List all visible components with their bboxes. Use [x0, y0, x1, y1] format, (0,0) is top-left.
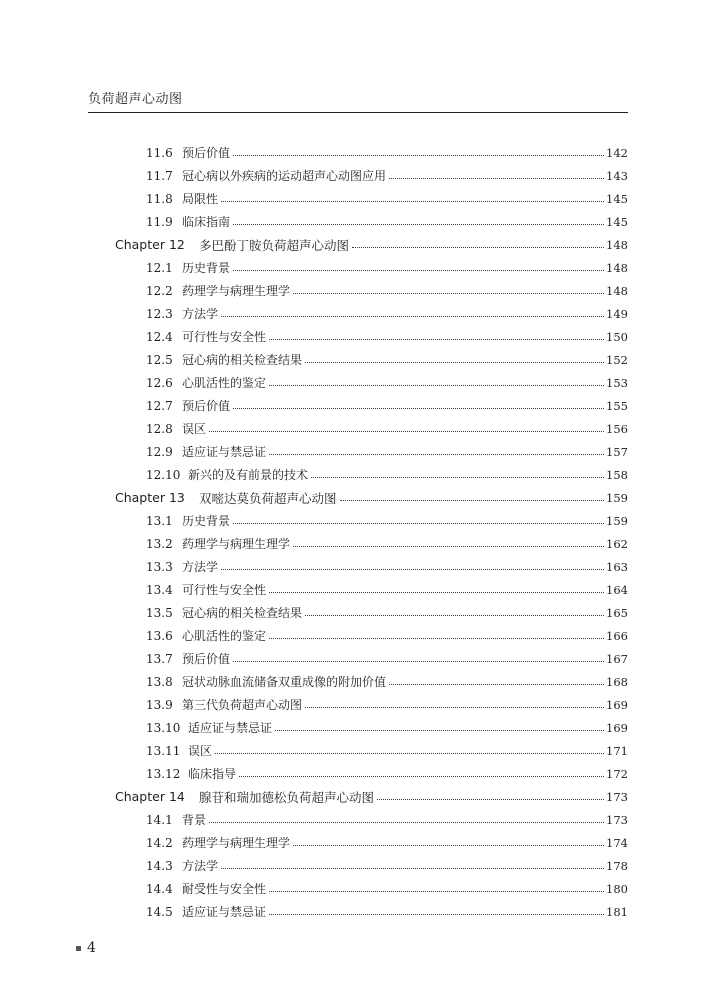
dot-leader: [233, 155, 604, 156]
toc-entry-page: 145: [606, 191, 628, 206]
toc-entry-number: 11.8: [146, 191, 173, 206]
toc-entry-page: 180: [606, 881, 628, 896]
toc-entry-number: 12.4: [146, 329, 173, 344]
header-rule: [88, 112, 628, 113]
toc-entry-page: 171: [606, 743, 628, 758]
dot-leader: [340, 500, 604, 501]
dot-leader: [275, 730, 604, 731]
toc-entry-number: 14.4: [146, 881, 173, 896]
toc-section-row: [0, 394, 722, 417]
dot-leader: [269, 592, 604, 593]
dot-leader: [233, 523, 604, 524]
toc-section-row: [0, 877, 722, 900]
toc-section-row: [0, 210, 722, 233]
toc-entry-number: 14.1: [146, 812, 173, 827]
toc-entry-page: 159: [606, 513, 628, 528]
toc-entry-number: 11.6: [146, 145, 173, 160]
toc-entry-title: 心肌活性的鉴定: [182, 376, 267, 390]
toc-entry-title: 耐受性与安全性: [182, 882, 267, 896]
toc-entry-page: 142: [606, 145, 628, 160]
toc-section-row: [0, 578, 722, 601]
dot-leader: [293, 546, 604, 547]
toc-entry-page: 162: [606, 536, 628, 551]
toc-entry-title: 背景: [182, 813, 207, 827]
dot-leader: [293, 845, 604, 846]
toc-section-row: [0, 831, 722, 854]
toc-chapter-row: [0, 785, 722, 808]
toc-entry-page: 148: [606, 283, 628, 298]
dot-leader: [209, 822, 604, 823]
toc-entry-page: 178: [606, 858, 628, 873]
dot-leader: [269, 385, 604, 386]
toc-entry-title: 临床指导: [188, 767, 237, 781]
dot-leader: [269, 638, 604, 639]
toc-chapter-row: [0, 486, 722, 509]
dot-leader: [389, 684, 604, 685]
toc-entry-number: 13.9: [146, 697, 173, 712]
toc-entry-number: 13.11: [146, 743, 181, 758]
toc-entry-page: 169: [606, 697, 628, 712]
toc-entry-page: 159: [606, 490, 628, 505]
toc-entry-page: 167: [606, 651, 628, 666]
dot-leader: [221, 569, 604, 570]
toc-entry-title: 适应证与禁忌证: [182, 905, 267, 919]
toc-chapter-row: [0, 233, 722, 256]
toc-entry-page: 155: [606, 398, 628, 413]
toc-entry-number: Chapter 14: [115, 789, 185, 804]
running-head-title: 负荷超声心动图: [88, 92, 183, 107]
toc-entry-title: 双嘧达莫负荷超声心动图: [199, 490, 337, 506]
toc-section-row: [0, 302, 722, 325]
toc-entry-number: 14.3: [146, 858, 173, 873]
toc-entry-page: 152: [606, 352, 628, 367]
toc-entry-title: 心肌活性的鉴定: [182, 629, 267, 643]
toc-entry-title: 历史背景: [182, 261, 231, 275]
toc-section-row: [0, 854, 722, 877]
toc-entry-title: 冠心病的相关检查结果: [182, 606, 303, 620]
toc-section-row: [0, 900, 722, 923]
toc-entry-number: 13.2: [146, 536, 173, 551]
toc-entry-title: 方法学: [182, 560, 219, 574]
toc-entry-page: 166: [606, 628, 628, 643]
toc-entry-page: 165: [606, 605, 628, 620]
page-footer: [76, 940, 96, 956]
toc-entry-page: 156: [606, 421, 628, 436]
dot-leader: [352, 247, 604, 248]
toc-entry-title: 药理学与病理生理学: [182, 836, 291, 850]
toc-section-row: [0, 325, 722, 348]
toc-entry-title: 新兴的及有前景的技术: [188, 468, 309, 482]
toc-entry-page: 169: [606, 720, 628, 735]
toc-section-row: [0, 417, 722, 440]
dot-leader: [269, 454, 604, 455]
dot-leader: [221, 316, 604, 317]
toc-entry-title: 预后价值: [182, 146, 231, 160]
toc-entry-page: 173: [606, 812, 628, 827]
toc-entry-title: 冠心病以外疾病的运动超声心动图应用: [182, 169, 387, 183]
toc-entry-title: 局限性: [182, 192, 219, 206]
toc-section-row: [0, 463, 722, 486]
dot-leader: [233, 224, 604, 225]
toc-section-row: [0, 348, 722, 371]
toc-entry-number: 12.7: [146, 398, 173, 413]
toc-entry-title: 可行性与安全性: [182, 583, 267, 597]
dot-leader: [305, 707, 604, 708]
toc-section-row: [0, 532, 722, 555]
toc-entry-number: 12.1: [146, 260, 173, 275]
toc-entry-title: 预后价值: [182, 652, 231, 666]
toc-section-row: [0, 808, 722, 831]
square-bullet-icon: [76, 946, 81, 951]
toc-entry-number: 13.8: [146, 674, 173, 689]
toc-entry-number: 13.6: [146, 628, 173, 643]
dot-leader: [269, 891, 604, 892]
toc-section-row: [0, 187, 722, 210]
toc-entry-page: 157: [606, 444, 628, 459]
toc-section-row: [0, 647, 722, 670]
dot-leader: [305, 362, 604, 363]
toc-entry-number: 12.5: [146, 352, 173, 367]
toc-entry-title: 预后价值: [182, 399, 231, 413]
toc-entry-title: 历史背景: [182, 514, 231, 528]
toc-entry-number: 14.2: [146, 835, 173, 850]
dot-leader: [239, 776, 604, 777]
dot-leader: [269, 339, 604, 340]
dot-leader: [233, 408, 604, 409]
dot-leader: [209, 431, 604, 432]
toc-entry-number: 12.8: [146, 421, 173, 436]
dot-leader: [377, 799, 604, 800]
toc-section-row: [0, 739, 722, 762]
toc-entry-title: 适应证与禁忌证: [188, 721, 273, 735]
dot-leader: [215, 753, 604, 754]
dot-leader: [269, 914, 604, 915]
toc-entry-title: 临床指南: [182, 215, 231, 229]
toc-entry-number: 13.3: [146, 559, 173, 574]
toc-section-row: [0, 601, 722, 624]
toc-section-row: [0, 371, 722, 394]
toc-section-row: [0, 762, 722, 785]
dot-leader: [221, 868, 604, 869]
page-number: 4: [87, 940, 96, 956]
toc-entry-number: 13.1: [146, 513, 173, 528]
toc-entry-number: 13.12: [146, 766, 181, 781]
toc-entry-page: 148: [606, 237, 628, 252]
toc-entry-number: 12.3: [146, 306, 173, 321]
toc-entry-page: 148: [606, 260, 628, 275]
toc-entry-title: 药理学与病理生理学: [182, 537, 291, 551]
toc-entry-page: 145: [606, 214, 628, 229]
toc-entry-page: 168: [606, 674, 628, 689]
toc-entry-page: 164: [606, 582, 628, 597]
toc-entry-page: 153: [606, 375, 628, 390]
dot-leader: [293, 293, 604, 294]
toc-entry-number: 11.7: [146, 168, 173, 183]
toc-entry-page: 173: [606, 789, 628, 804]
toc-entry-title: 第三代负荷超声心动图: [182, 698, 303, 712]
toc-entry-number: 12.2: [146, 283, 173, 298]
toc-section-row: [0, 279, 722, 302]
dot-leader: [221, 201, 604, 202]
dot-leader: [233, 270, 604, 271]
toc-entry-page: 163: [606, 559, 628, 574]
toc-section-row: [0, 555, 722, 578]
toc-entry-title: 误区: [188, 744, 213, 758]
toc-entry-title: 冠状动脉血流储备双重成像的附加价值: [182, 675, 387, 689]
toc-section-row: [0, 670, 722, 693]
toc-section-row: [0, 440, 722, 463]
toc-entry-number: Chapter 12: [115, 237, 185, 252]
dot-leader: [305, 615, 604, 616]
toc-entry-title: 适应证与禁忌证: [182, 445, 267, 459]
toc-section-row: [0, 716, 722, 739]
table-of-contents: [0, 141, 722, 923]
dot-leader: [311, 477, 604, 478]
toc-entry-page: 150: [606, 329, 628, 344]
toc-section-row: [0, 256, 722, 279]
toc-entry-number: 11.9: [146, 214, 173, 229]
toc-entry-page: 143: [606, 168, 628, 183]
toc-entry-number: 13.10: [146, 720, 181, 735]
toc-entry-title: 药理学与病理生理学: [182, 284, 291, 298]
toc-section-row: [0, 624, 722, 647]
toc-entry-number: 12.6: [146, 375, 173, 390]
toc-entry-number: Chapter 13: [115, 490, 185, 505]
toc-section-row: [0, 693, 722, 716]
toc-entry-number: 12.9: [146, 444, 173, 459]
toc-entry-title: 可行性与安全性: [182, 330, 267, 344]
toc-entry-number: 12.10: [146, 467, 181, 482]
toc-entry-page: 174: [606, 835, 628, 850]
toc-entry-page: 149: [606, 306, 628, 321]
dot-leader: [389, 178, 604, 179]
toc-entry-number: 13.7: [146, 651, 173, 666]
toc-entry-number: 13.5: [146, 605, 173, 620]
toc-entry-page: 181: [606, 904, 628, 919]
toc-section-row: [0, 141, 722, 164]
toc-entry-title: 误区: [182, 422, 207, 436]
toc-entry-title: 多巴酚丁胺负荷超声心动图: [199, 237, 350, 253]
toc-entry-title: 方法学: [182, 307, 219, 321]
toc-entry-page: 158: [606, 467, 628, 482]
toc-entry-title: 腺苷和瑞加德松负荷超声心动图: [199, 789, 375, 805]
dot-leader: [233, 661, 604, 662]
toc-entry-number: 14.5: [146, 904, 173, 919]
toc-entry-page: 172: [606, 766, 628, 781]
toc-entry-number: 13.4: [146, 582, 173, 597]
toc-entry-title: 冠心病的相关检查结果: [182, 353, 303, 367]
toc-section-row: [0, 164, 722, 187]
toc-section-row: [0, 509, 722, 532]
toc-entry-title: 方法学: [182, 859, 219, 873]
